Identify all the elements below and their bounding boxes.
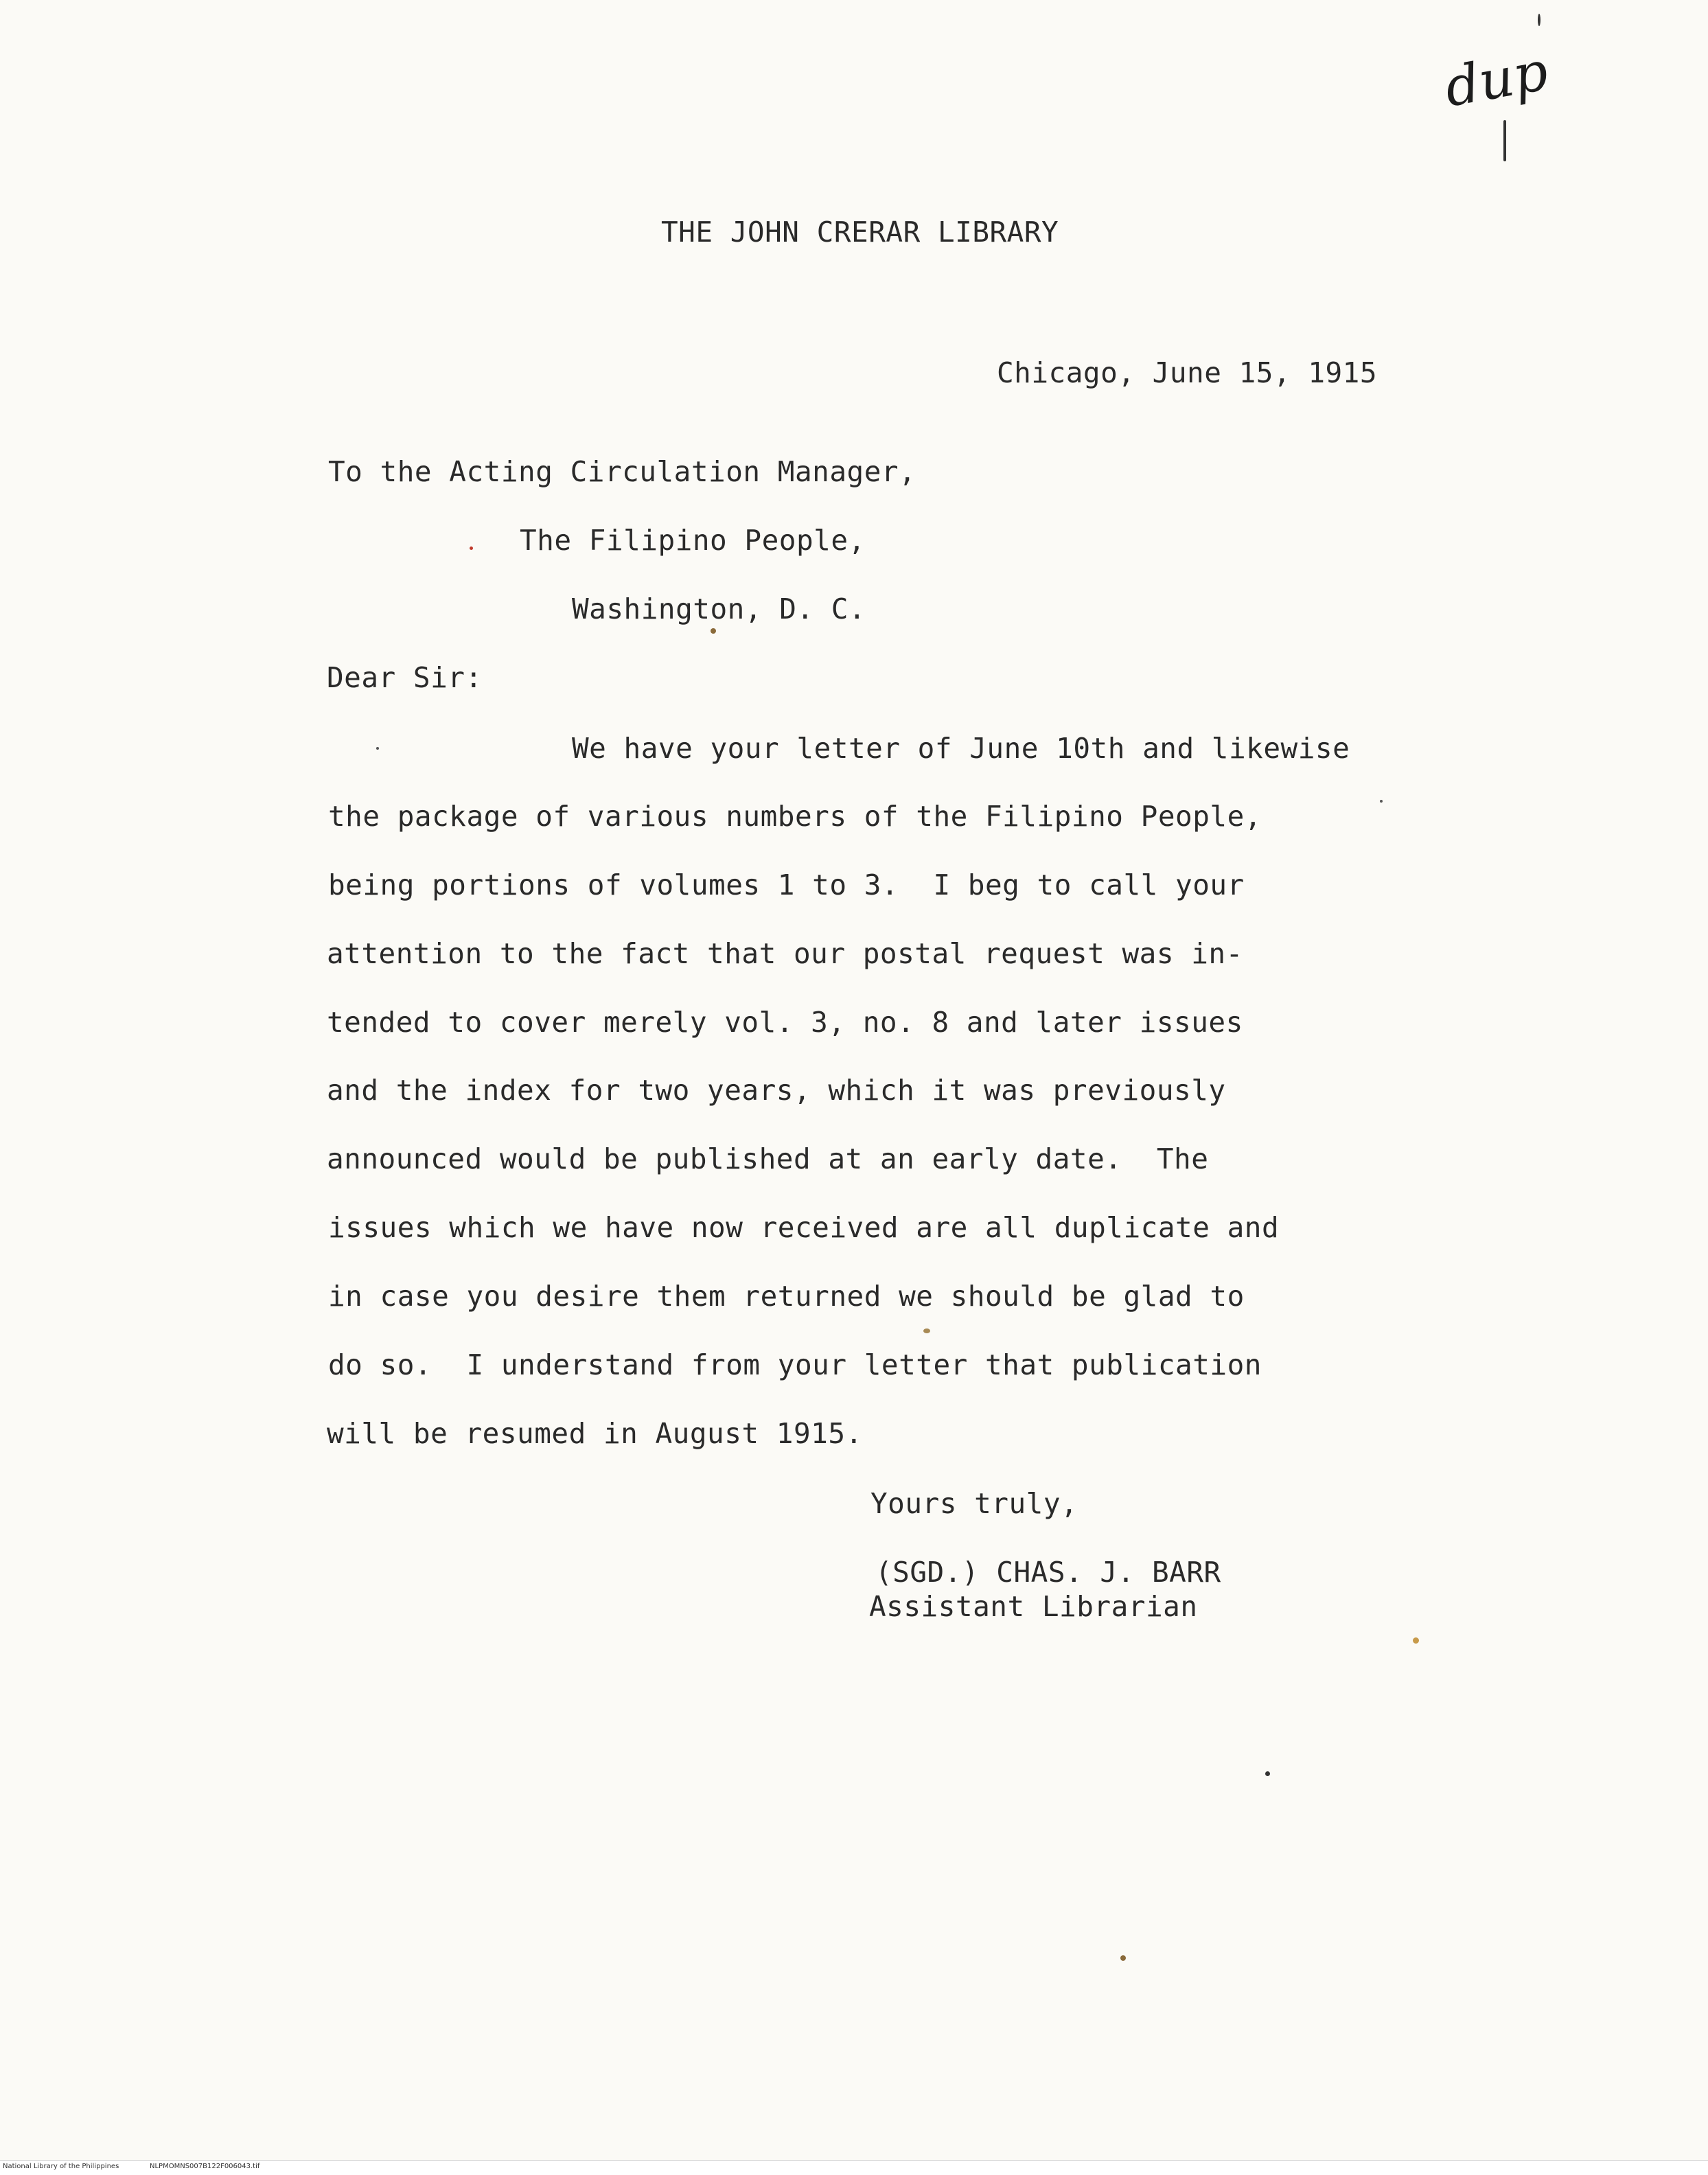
footer-file-id: NLPMOMNS007B122F006043.tif	[150, 2163, 260, 2170]
body-line: issues which we have now received are all duplicate and	[328, 1211, 1280, 1244]
body-line: announced would be published at an early date. The	[327, 1142, 1209, 1175]
address-line: To the Acting Circulation Manager,	[328, 455, 916, 488]
signature: (SGD.) CHAS. J. BARR	[875, 1556, 1221, 1589]
handwritten-margin-note: dup	[1440, 40, 1553, 119]
scan-footer	[0, 2160, 1708, 2175]
closing: Yours truly,	[870, 1487, 1078, 1520]
body-line: tended to cover merely vol. 3, no. 8 and later issues	[327, 1006, 1243, 1039]
signer-title: Assistant Librarian	[869, 1590, 1198, 1623]
body-line: and the index for two years, which it was previously	[327, 1074, 1226, 1107]
letterhead: THE JOHN CRERAR LIBRARY	[661, 216, 1059, 249]
body-line: attention to the fact that our postal request was in-	[327, 937, 1243, 970]
paper-speck	[1265, 1771, 1270, 1776]
paper-speck	[1120, 1955, 1126, 1961]
ink-mark	[1503, 120, 1506, 161]
body-line: We have your letter of June 10th and likewise	[572, 732, 1350, 765]
paper-speck	[376, 747, 379, 750]
paper-speck	[923, 1328, 930, 1333]
body-line: in case you desire them returned we should be glad to	[328, 1280, 1245, 1313]
ink-mark	[1538, 14, 1540, 26]
body-line: will be resumed in August 1915.	[327, 1417, 863, 1450]
paper-speck	[711, 628, 716, 634]
address-line: Washington, D. C.	[572, 592, 866, 625]
body-line: do so. I understand from your letter that publication	[328, 1348, 1262, 1381]
paper-speck	[1413, 1637, 1419, 1644]
date-line: Chicago, June 15, 1915	[997, 356, 1378, 389]
salutation: Dear Sir:	[327, 661, 483, 694]
paper-speck	[1380, 800, 1383, 803]
footer-institution: National Library of the Philippines	[3, 2163, 119, 2170]
body-line: being portions of volumes 1 to 3. I beg to call your	[328, 868, 1245, 901]
paper-speck	[470, 546, 473, 550]
address-line: The Filipino People,	[520, 524, 866, 557]
body-line: the package of various numbers of the Filipino People,	[328, 800, 1262, 833]
